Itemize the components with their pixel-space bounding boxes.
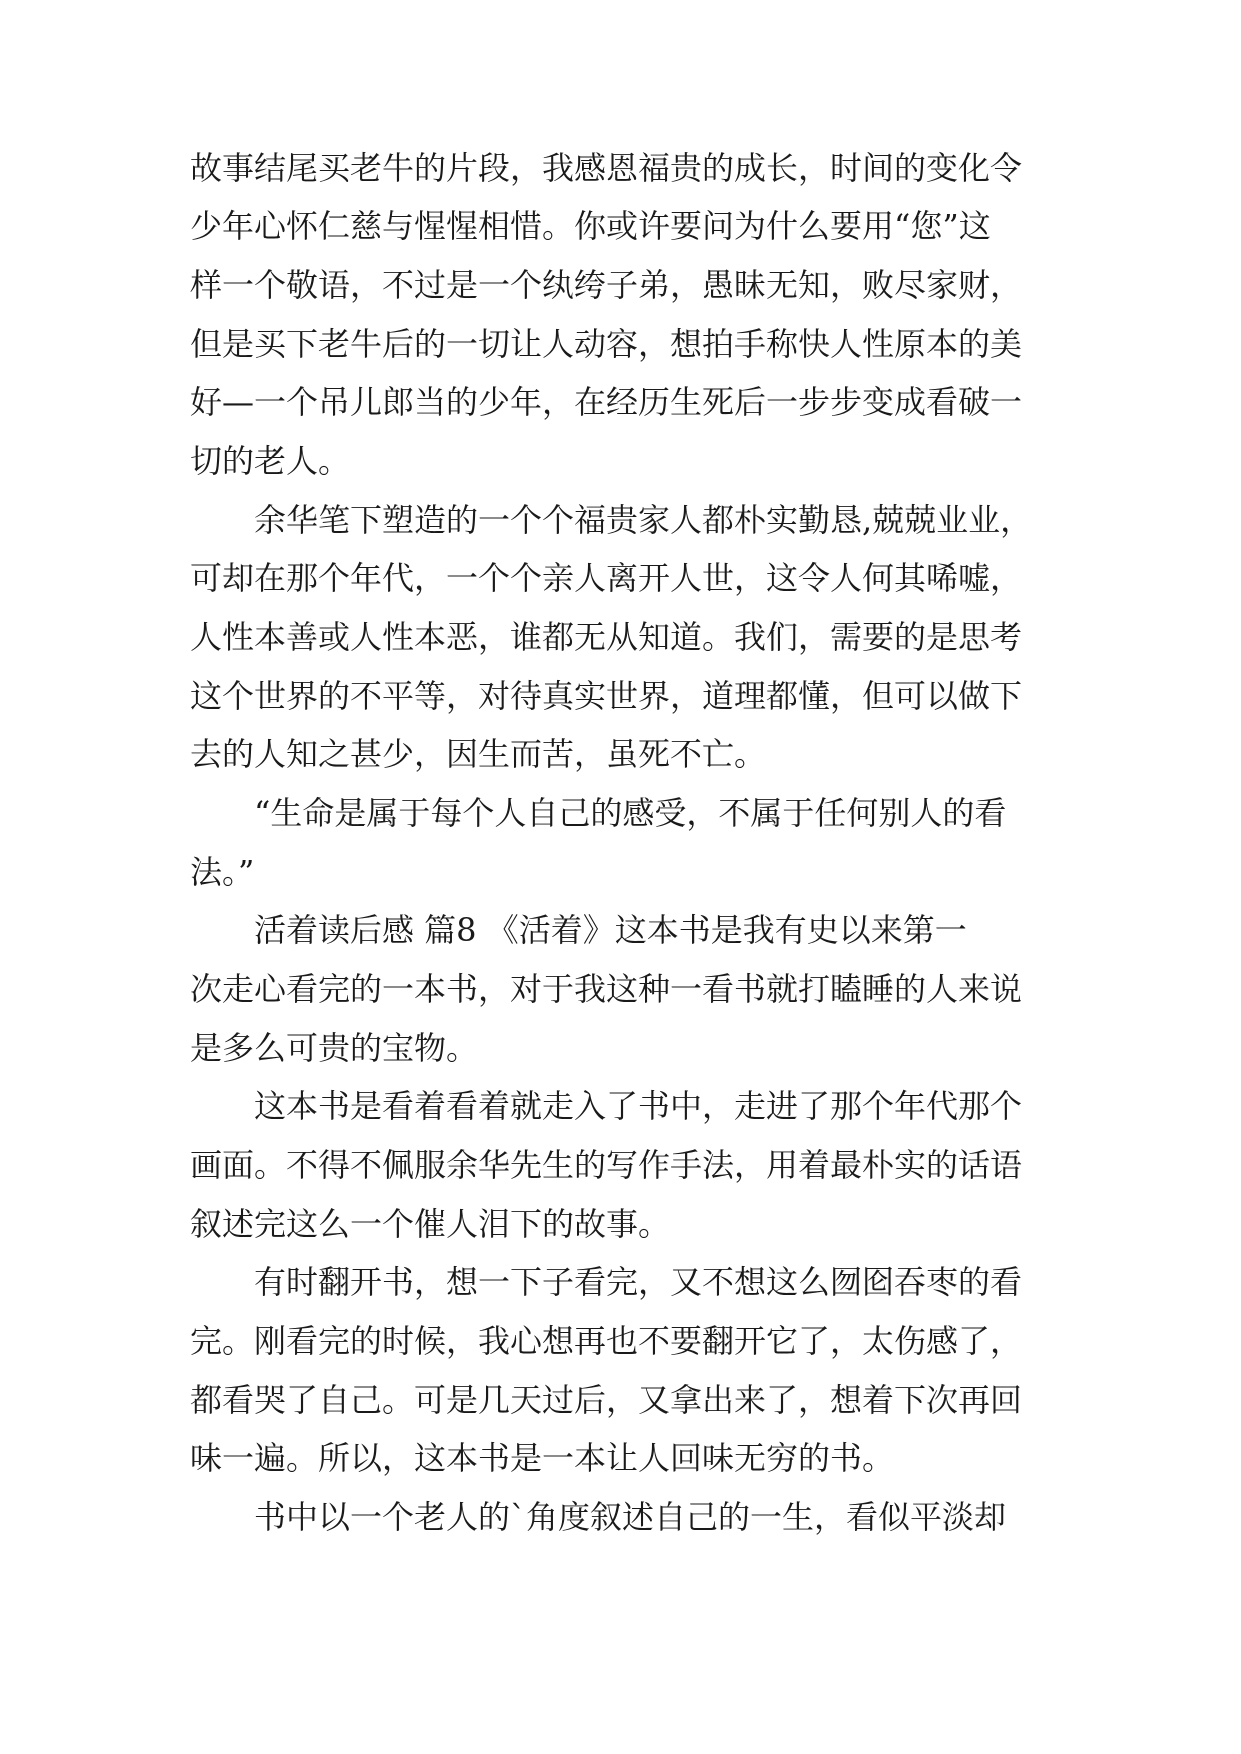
quote-line: 法。” (190, 853, 255, 891)
paragraph-first-line: 余华笔下塑造的一个个福贵家人都朴实勤恳,兢兢业业， (254, 501, 1033, 539)
text-line: 画面。不得不佩服余华先生的写作手法，用着最朴实的话语 (190, 1146, 1023, 1184)
text-line: 是多么可贵的宝物。 (190, 1029, 479, 1067)
text-line: 都看哭了自己。可是几天过后，又拿出来了，想着下次再回 (190, 1381, 1023, 1419)
paragraph-first-line: 有时翻开书，想一下子看完，又不想这么囫囵吞枣的看 (254, 1263, 1023, 1301)
paragraph-first-line: 书中以一个老人的`角度叙述自己的一生，看似平淡却 (254, 1498, 1007, 1536)
text-line: 次走心看完的一本书，对于我这种一看书就打瞌睡的人来说 (190, 970, 1023, 1008)
text-line: 切的老人。 (190, 442, 351, 480)
text-line: 可却在那个年代，一个个亲人离开人世，这令人何其唏嘘， (190, 559, 1023, 597)
text-line: 人性本善或人性本恶，谁都无从知道。我们，需要的是思考 (190, 618, 1023, 656)
text-line: 好—一个吊儿郎当的少年，在经历生死后一步步变成看破一 (190, 383, 1023, 421)
text-line: 少年心怀仁慈与惺惺相惜。你或许要问为什么要用“您”这 (190, 207, 991, 245)
text-line: 去的人知之甚少，因生而苦，虽死不亡。 (190, 735, 767, 773)
paragraph-first-line: 这本书是看着看着就走入了书中，走进了那个年代那个 (254, 1087, 1023, 1125)
quote-line: “生命是属于每个人自己的感受，不属于任何别人的看 (254, 794, 1007, 832)
text-line: 故事结尾买老牛的片段，我感恩福贵的成长，时间的变化令 (190, 149, 1023, 187)
text-line: 这个世界的不平等，对待真实世界，道理都懂，但可以做下 (190, 677, 1023, 715)
text-line: 样一个敬语，不过是一个纨绔子弟，愚昧无知，败尽家财， (190, 266, 1023, 304)
text-line: 叙述完这么一个催人泪下的故事。 (190, 1205, 671, 1243)
text-line: 味一遍。所以，这本书是一本让人回味无穷的书。 (190, 1439, 895, 1477)
text-line: 但是买下老牛后的一切让人动容，想拍手称快人性原本的美 (190, 325, 1023, 363)
section-heading-line: 活着读后感 篇8 《活着》这本书是我有史以来第一 (254, 911, 967, 949)
text-line: 完。刚看完的时候，我心想再也不要翻开它了，太伤感了， (190, 1322, 1023, 1360)
